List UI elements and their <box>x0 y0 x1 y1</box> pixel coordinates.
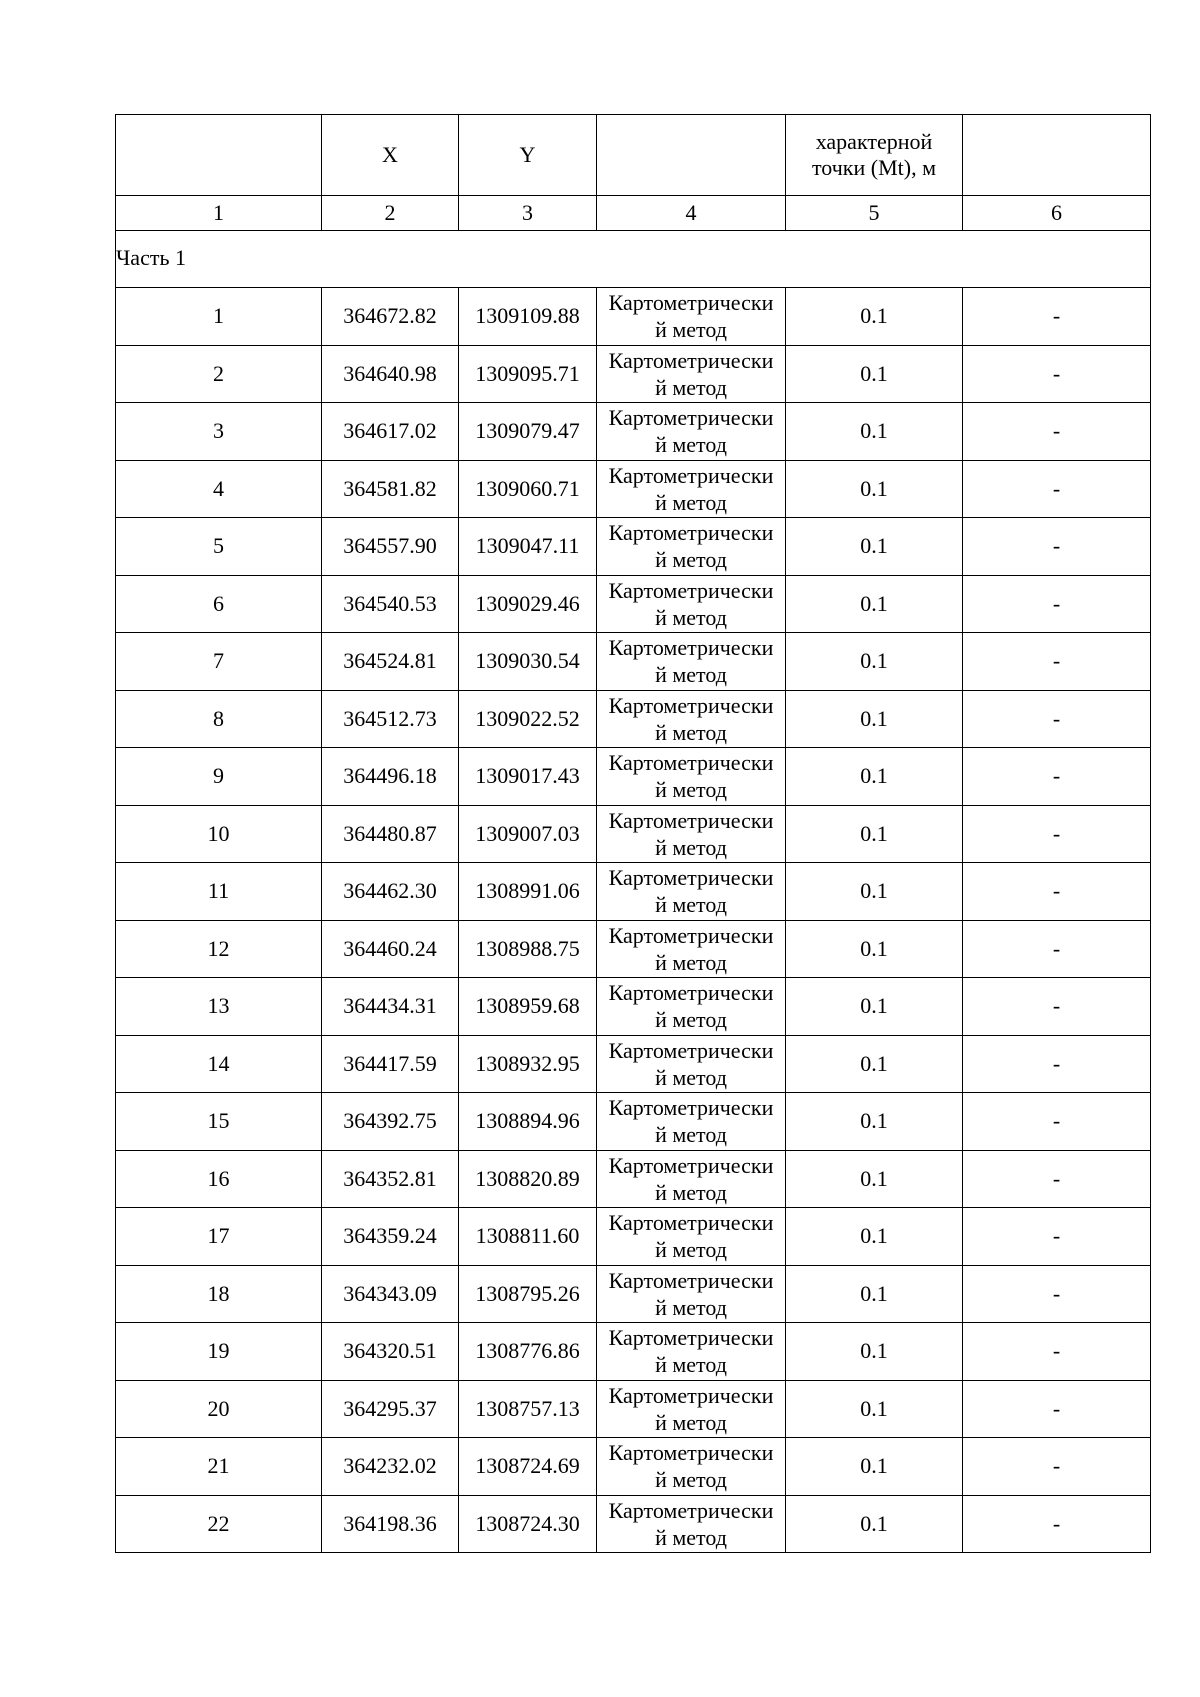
method-cell <box>597 978 786 1036</box>
point-number-cell: 20 <box>116 1380 322 1438</box>
y-coordinate-cell: 1309047.11 <box>459 518 597 576</box>
x-coordinate-cell: 364462.30 <box>322 863 459 921</box>
method-line2: й метод <box>655 604 727 630</box>
column6-cell: - <box>963 1380 1151 1438</box>
column6-cell: - <box>963 805 1151 863</box>
point-number-cell: 5 <box>116 518 322 576</box>
x-coordinate-cell: 364352.81 <box>322 1150 459 1208</box>
accuracy-cell: 0.1 <box>786 805 963 863</box>
x-coordinate-cell: 364359.24 <box>322 1208 459 1266</box>
method-line2: й метод <box>655 719 727 745</box>
method-cell <box>597 1438 786 1496</box>
method-cell <box>597 403 786 461</box>
point-number-cell: 4 <box>116 460 322 518</box>
method-cell <box>597 633 786 691</box>
method-line1: Картометрически <box>608 922 774 948</box>
column6-cell: - <box>963 1208 1151 1266</box>
y-coordinate-cell: 1309095.71 <box>459 345 597 403</box>
method-cell <box>597 575 786 633</box>
column6-cell: - <box>963 978 1151 1036</box>
method-line2: й метод <box>655 432 727 457</box>
x-coordinate-cell: 364434.31 <box>322 978 459 1036</box>
y-coordinate-cell: 1308991.06 <box>459 863 597 921</box>
method-line2: й метод <box>655 1467 727 1492</box>
point-number-cell: 1 <box>116 288 322 346</box>
y-coordinate-cell: 1309029.46 <box>459 575 597 633</box>
column6-cell: - <box>963 748 1151 806</box>
header-mt-line1: характерной <box>815 129 933 154</box>
accuracy-cell: 0.1 <box>786 920 963 978</box>
method-cell <box>597 1150 786 1208</box>
x-coordinate-cell: 364524.81 <box>322 633 459 691</box>
column6-cell: - <box>963 1150 1151 1208</box>
column-number: 1 <box>116 196 322 231</box>
x-coordinate-cell: 364496.18 <box>322 748 459 806</box>
column6-cell: - <box>963 920 1151 978</box>
y-coordinate-cell: 1308959.68 <box>459 978 597 1036</box>
method-cell <box>597 1265 786 1323</box>
method-line1: Картометрически <box>608 865 774 890</box>
method-line2: й метод <box>655 1294 727 1320</box>
table-row <box>116 978 1151 1036</box>
column-number: 5 <box>786 196 963 231</box>
accuracy-cell: 0.1 <box>786 748 963 806</box>
method-line2: й метод <box>655 317 727 342</box>
column6-cell: - <box>963 460 1151 518</box>
method-line1: Картометрически <box>608 750 774 775</box>
column-number: 3 <box>459 196 597 231</box>
point-number-cell: 6 <box>116 575 322 633</box>
method-cell <box>597 288 786 346</box>
method-line2: й метод <box>655 892 727 917</box>
column6-cell: - <box>963 690 1151 748</box>
column6-cell: - <box>963 1438 1151 1496</box>
column6-cell: - <box>963 345 1151 403</box>
accuracy-cell: 0.1 <box>786 288 963 346</box>
table-row <box>116 805 1151 863</box>
column6-cell: - <box>963 1495 1151 1553</box>
method-cell <box>597 1380 786 1438</box>
y-coordinate-cell: 1309109.88 <box>459 288 597 346</box>
method-line2: й метод <box>655 489 727 515</box>
x-coordinate-cell: 364540.53 <box>322 575 459 633</box>
table-row <box>116 1380 1151 1438</box>
method-cell <box>597 460 786 518</box>
table-row <box>116 1265 1151 1323</box>
header-row <box>116 115 1151 196</box>
table-row <box>116 575 1151 633</box>
method-line1: Картометрически <box>608 635 774 660</box>
point-number-cell: 8 <box>116 690 322 748</box>
header-cell-y: Y <box>459 115 597 196</box>
accuracy-cell: 0.1 <box>786 1438 963 1496</box>
accuracy-cell: 0.1 <box>786 460 963 518</box>
header-cell-6 <box>963 115 1151 196</box>
method-line1: Картометрически <box>608 1325 774 1350</box>
y-coordinate-cell: 1309022.52 <box>459 690 597 748</box>
column6-cell: - <box>963 575 1151 633</box>
x-coordinate-cell: 364480.87 <box>322 805 459 863</box>
part-label: Часть 1 <box>116 231 1151 288</box>
method-cell <box>597 748 786 806</box>
method-cell <box>597 690 786 748</box>
method-line1: Картометрически <box>608 1440 774 1465</box>
x-coordinate-cell: 364198.36 <box>322 1495 459 1553</box>
method-line1: Картометрически <box>608 692 774 718</box>
method-line1: Картометрически <box>608 1210 774 1235</box>
y-coordinate-cell: 1309060.71 <box>459 460 597 518</box>
method-line1: Картометрически <box>608 1037 774 1063</box>
y-coordinate-cell: 1308988.75 <box>459 920 597 978</box>
x-coordinate-cell: 364460.24 <box>322 920 459 978</box>
method-line1: Картометрически <box>608 1497 774 1523</box>
method-cell <box>597 1093 786 1151</box>
column6-cell: - <box>963 863 1151 921</box>
method-line1: Картометрически <box>608 577 774 603</box>
method-cell <box>597 345 786 403</box>
table-row <box>116 920 1151 978</box>
table-row <box>116 1093 1151 1151</box>
method-cell <box>597 1035 786 1093</box>
table-body <box>116 115 1151 1553</box>
y-coordinate-cell: 1308811.60 <box>459 1208 597 1266</box>
accuracy-cell: 0.1 <box>786 518 963 576</box>
method-line2: й метод <box>655 1122 727 1147</box>
method-line1: Картометрически <box>608 1382 774 1408</box>
method-line2: й метод <box>655 1179 727 1205</box>
method-line2: й метод <box>655 1409 727 1435</box>
point-number-cell: 16 <box>116 1150 322 1208</box>
column6-cell: - <box>963 1323 1151 1381</box>
point-number-cell: 22 <box>116 1495 322 1553</box>
y-coordinate-cell: 1308724.30 <box>459 1495 597 1553</box>
x-coordinate-cell: 364640.98 <box>322 345 459 403</box>
y-coordinate-cell: 1308757.13 <box>459 1380 597 1438</box>
y-coordinate-cell: 1308894.96 <box>459 1093 597 1151</box>
point-number-cell: 14 <box>116 1035 322 1093</box>
point-number-cell: 15 <box>116 1093 322 1151</box>
y-coordinate-cell: 1308724.69 <box>459 1438 597 1496</box>
point-number-cell: 17 <box>116 1208 322 1266</box>
accuracy-cell: 0.1 <box>786 978 963 1036</box>
header-cell-1 <box>116 115 322 196</box>
method-line1: Картометрически <box>608 1095 774 1120</box>
point-number-cell: 18 <box>116 1265 322 1323</box>
table-row <box>116 1035 1151 1093</box>
point-number-cell: 3 <box>116 403 322 461</box>
y-coordinate-cell: 1308932.95 <box>459 1035 597 1093</box>
accuracy-cell: 0.1 <box>786 1150 963 1208</box>
table-row <box>116 403 1151 461</box>
table-row <box>116 1438 1151 1496</box>
accuracy-cell: 0.1 <box>786 1495 963 1553</box>
method-line2: й метод <box>655 1064 727 1090</box>
table-row <box>116 1495 1151 1553</box>
y-coordinate-cell: 1309079.47 <box>459 403 597 461</box>
y-coordinate-cell: 1308776.86 <box>459 1323 597 1381</box>
method-line1: Картометрически <box>608 462 774 488</box>
column-number: 6 <box>963 196 1151 231</box>
method-line1: Картометрически <box>608 1267 774 1293</box>
column6-cell: - <box>963 1035 1151 1093</box>
y-coordinate-cell: 1308795.26 <box>459 1265 597 1323</box>
point-number-cell: 12 <box>116 920 322 978</box>
x-coordinate-cell: 364557.90 <box>322 518 459 576</box>
column6-cell: - <box>963 1265 1151 1323</box>
table-row <box>116 345 1151 403</box>
header-cell-mt <box>786 115 963 196</box>
accuracy-cell: 0.1 <box>786 345 963 403</box>
table-row <box>116 748 1151 806</box>
method-line2: й метод <box>655 1524 727 1550</box>
part-row <box>116 231 1151 288</box>
y-coordinate-cell: 1309030.54 <box>459 633 597 691</box>
point-number-cell: 7 <box>116 633 322 691</box>
table-row <box>116 863 1151 921</box>
column-number: 2 <box>322 196 459 231</box>
method-line2: й метод <box>655 1352 727 1377</box>
column-number-row <box>116 196 1151 231</box>
method-cell <box>597 920 786 978</box>
method-line2: й метод <box>655 1237 727 1262</box>
x-coordinate-cell: 364672.82 <box>322 288 459 346</box>
accuracy-cell: 0.1 <box>786 1093 963 1151</box>
method-line1: Картометрически <box>608 405 774 430</box>
method-line1: Картометрически <box>608 290 774 315</box>
method-line2: й метод <box>655 777 727 802</box>
method-cell <box>597 1323 786 1381</box>
x-coordinate-cell: 364232.02 <box>322 1438 459 1496</box>
table-row <box>116 1208 1151 1266</box>
x-coordinate-cell: 364417.59 <box>322 1035 459 1093</box>
column6-cell: - <box>963 288 1151 346</box>
table-row <box>116 518 1151 576</box>
method-line1: Картометрически <box>608 1152 774 1178</box>
point-number-cell: 10 <box>116 805 322 863</box>
method-cell <box>597 1208 786 1266</box>
accuracy-cell: 0.1 <box>786 403 963 461</box>
x-coordinate-cell: 364581.82 <box>322 460 459 518</box>
accuracy-cell: 0.1 <box>786 1035 963 1093</box>
y-coordinate-cell: 1309007.03 <box>459 805 597 863</box>
accuracy-cell: 0.1 <box>786 575 963 633</box>
method-line1: Картометрически <box>608 520 774 545</box>
point-number-cell: 11 <box>116 863 322 921</box>
accuracy-cell: 0.1 <box>786 633 963 691</box>
accuracy-cell: 0.1 <box>786 1323 963 1381</box>
table-row <box>116 1323 1151 1381</box>
x-coordinate-cell: 364295.37 <box>322 1380 459 1438</box>
header-cell-x: X <box>322 115 459 196</box>
method-cell <box>597 518 786 576</box>
method-line2: й метод <box>655 949 727 975</box>
method-line2: й метод <box>655 662 727 687</box>
method-line2: й метод <box>655 374 727 400</box>
coordinates-table <box>115 114 1151 1553</box>
point-number-cell: 2 <box>116 345 322 403</box>
x-coordinate-cell: 364320.51 <box>322 1323 459 1381</box>
method-line2: й метод <box>655 1007 727 1032</box>
x-coordinate-cell: 364617.02 <box>322 403 459 461</box>
accuracy-cell: 0.1 <box>786 1265 963 1323</box>
method-cell <box>597 1495 786 1553</box>
table-row <box>116 1150 1151 1208</box>
column6-cell: - <box>963 633 1151 691</box>
accuracy-cell: 0.1 <box>786 690 963 748</box>
accuracy-cell: 0.1 <box>786 1380 963 1438</box>
method-line1: Картометрически <box>608 347 774 373</box>
column6-cell: - <box>963 1093 1151 1151</box>
column6-cell: - <box>963 403 1151 461</box>
method-line2: й метод <box>655 834 727 860</box>
method-line2: й метод <box>655 547 727 572</box>
y-coordinate-cell: 1309017.43 <box>459 748 597 806</box>
point-number-cell: 19 <box>116 1323 322 1381</box>
column6-cell: - <box>963 518 1151 576</box>
header-cell-4 <box>597 115 786 196</box>
table-row <box>116 633 1151 691</box>
method-line1: Картометрически <box>608 980 774 1005</box>
method-line1: Картометрически <box>608 807 774 833</box>
accuracy-cell: 0.1 <box>786 863 963 921</box>
method-cell <box>597 805 786 863</box>
y-coordinate-cell: 1308820.89 <box>459 1150 597 1208</box>
x-coordinate-cell: 364392.75 <box>322 1093 459 1151</box>
x-coordinate-cell: 364343.09 <box>322 1265 459 1323</box>
point-number-cell: 21 <box>116 1438 322 1496</box>
column-number: 4 <box>597 196 786 231</box>
point-number-cell: 9 <box>116 748 322 806</box>
point-number-cell: 13 <box>116 978 322 1036</box>
x-coordinate-cell: 364512.73 <box>322 690 459 748</box>
accuracy-cell: 0.1 <box>786 1208 963 1266</box>
table-row <box>116 288 1151 346</box>
header-mt-line2: точки (Mt), м <box>811 155 937 180</box>
table-row <box>116 690 1151 748</box>
table-row <box>116 460 1151 518</box>
method-cell <box>597 863 786 921</box>
